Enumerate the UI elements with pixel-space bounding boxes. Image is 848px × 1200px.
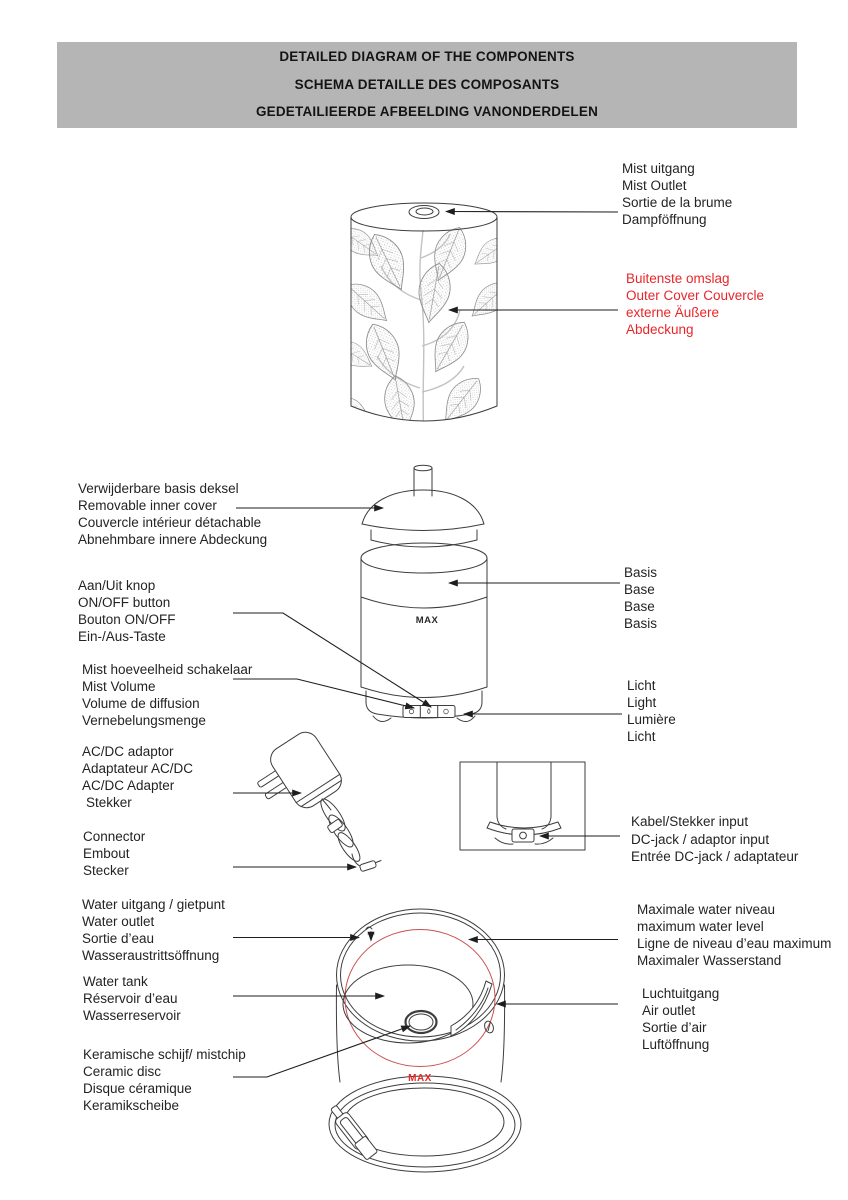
- page-title-nl: GEDETAILIEERDE AFBEELDING VANONDERDELEN: [255, 104, 599, 119]
- dc-connector-plug: [359, 860, 376, 872]
- label-air-outlet: [642, 985, 719, 1053]
- label-line: Ein-/Aus-Taste: [78, 629, 166, 644]
- label-line: Water uitgang / gietpunt: [82, 897, 225, 912]
- label-line: Couvercle intérieur détachable: [78, 515, 262, 530]
- label-line: Sortie de la brume: [622, 195, 733, 210]
- inner-unit-diagram: [361, 465, 487, 721]
- label-line: Volume de diffusion: [82, 696, 200, 711]
- label-line: Abnehmbare innere Abdeckung: [78, 532, 268, 547]
- label-line: Ligne de niveau d’eau maximum: [637, 936, 832, 951]
- label-line: Sortie d’air: [642, 1020, 707, 1035]
- label-line: Light: [627, 695, 657, 710]
- label-light: [627, 677, 676, 745]
- label-line: ON/OFF button: [78, 595, 171, 610]
- dc-jack-housing: [512, 829, 534, 842]
- label-water-outlet: [82, 896, 225, 964]
- label-line: Sortie d’eau: [82, 931, 155, 946]
- leader-arrows: [233, 212, 622, 1078]
- label-line: Buitenste omslag: [626, 271, 730, 286]
- label-line: Mist hoeveelheid schakelaar: [82, 662, 253, 677]
- tank-rim: [337, 909, 505, 1041]
- label-line: Aan/Uit knop: [78, 578, 156, 593]
- label-line: Removable inner cover: [78, 498, 217, 513]
- label-line: Keramikscheibe: [83, 1098, 180, 1113]
- label-line: Water tank: [83, 974, 148, 989]
- label-water-tank: [83, 973, 181, 1024]
- label-line: Licht: [627, 729, 656, 744]
- label-mist-outlet: [622, 160, 732, 228]
- spout-mark: [366, 927, 374, 934]
- label-line: Maximale water niveau: [637, 902, 776, 917]
- label-base: [624, 564, 657, 632]
- label-line: Stekker: [86, 795, 132, 810]
- max-mark-tank: MAX: [408, 1073, 432, 1084]
- label-line: Base: [624, 599, 655, 614]
- inner-cover-dome: [362, 490, 484, 524]
- label-line: Water outlet: [82, 914, 155, 929]
- label-outer-cover: [626, 270, 764, 338]
- label-line: Adaptateur AC/DC: [82, 761, 194, 776]
- label-line: AC/DC adaptor: [82, 744, 174, 759]
- label-line: Connector: [83, 829, 146, 844]
- label-ceramic-disc: [83, 1046, 246, 1114]
- label-line: Mist Outlet: [622, 178, 687, 193]
- label-connector: [83, 828, 145, 879]
- adaptor-body: [266, 727, 347, 812]
- label-line: Réservoir d’eau: [83, 991, 178, 1006]
- label-removable-inner-cover: [78, 480, 267, 548]
- label-line: DC-jack / adaptor input: [631, 831, 770, 847]
- label-max-water-level: [637, 901, 831, 969]
- page-title: DETAILED DIAGRAM OF THE COMPONENTS: [279, 49, 575, 64]
- label-line: externe Äußere: [626, 305, 720, 320]
- label-line: Basis: [624, 565, 658, 580]
- label-line: Mist Volume: [82, 679, 156, 694]
- label-line: Entrée DC-jack / adaptateur: [631, 849, 799, 864]
- label-line: Keramische schijf/ mistchip: [83, 1047, 246, 1062]
- max-mark-body: MAX: [415, 615, 439, 626]
- dc-jack-inset: [460, 762, 585, 850]
- label-line: Air outlet: [642, 1003, 696, 1018]
- label-dc-jack-input: [631, 813, 798, 866]
- label-line: Maximaler Wasserstand: [637, 953, 782, 968]
- label-line: Lumière: [627, 712, 676, 727]
- water-tank-diagram: [329, 909, 521, 1172]
- label-line: Stecker: [83, 863, 129, 878]
- label-ac-dc-adaptor: [82, 743, 193, 811]
- label-line: Basis: [624, 616, 658, 631]
- label-line: Luftöffnung: [642, 1037, 710, 1052]
- page-title-fr: SCHEMA DETAILLE DES COMPOSANTS: [294, 76, 560, 92]
- label-line: Base: [624, 582, 655, 597]
- label-line: Verwijderbare basis deksel: [78, 481, 239, 496]
- mist-outlet-hole: [409, 206, 439, 219]
- arrow-on-off: [233, 613, 431, 707]
- arrow-mist-outlet: [446, 212, 618, 213]
- power-adaptor-diagram: [247, 727, 381, 871]
- label-line: Disque céramique: [83, 1081, 192, 1096]
- tank-base-ring: [329, 1076, 521, 1172]
- label-on-off-button: [78, 577, 176, 645]
- label-line: Outer Cover Couvercle: [626, 288, 765, 303]
- label-line: Licht: [627, 678, 656, 693]
- label-line: AC/DC Adapter: [82, 778, 175, 793]
- label-mist-volume: [82, 661, 252, 729]
- label-line: Embout: [83, 846, 130, 861]
- label-line: Dampföffnung: [622, 212, 707, 227]
- label-line: Ceramic disc: [83, 1064, 162, 1079]
- label-line: Abdeckung: [626, 322, 694, 337]
- label-line: Wasseraustrittsöffnung: [82, 948, 220, 963]
- label-line: Bouton ON/OFF: [78, 612, 176, 627]
- label-line: Vernebelungsmenge: [82, 713, 206, 728]
- label-line: maximum water level: [637, 919, 764, 934]
- label-line: Wasserreservoir: [83, 1008, 181, 1023]
- label-line: Luchtuitgang: [642, 986, 720, 1001]
- chimney: [414, 468, 432, 496]
- adaptor-cord: [317, 796, 381, 872]
- arrow-ceramic-disc: [233, 1026, 410, 1077]
- label-line: Kabel/Stekker input: [631, 814, 749, 829]
- outer-cover-diagram: [329, 203, 516, 435]
- label-line: Mist uitgang: [622, 161, 695, 176]
